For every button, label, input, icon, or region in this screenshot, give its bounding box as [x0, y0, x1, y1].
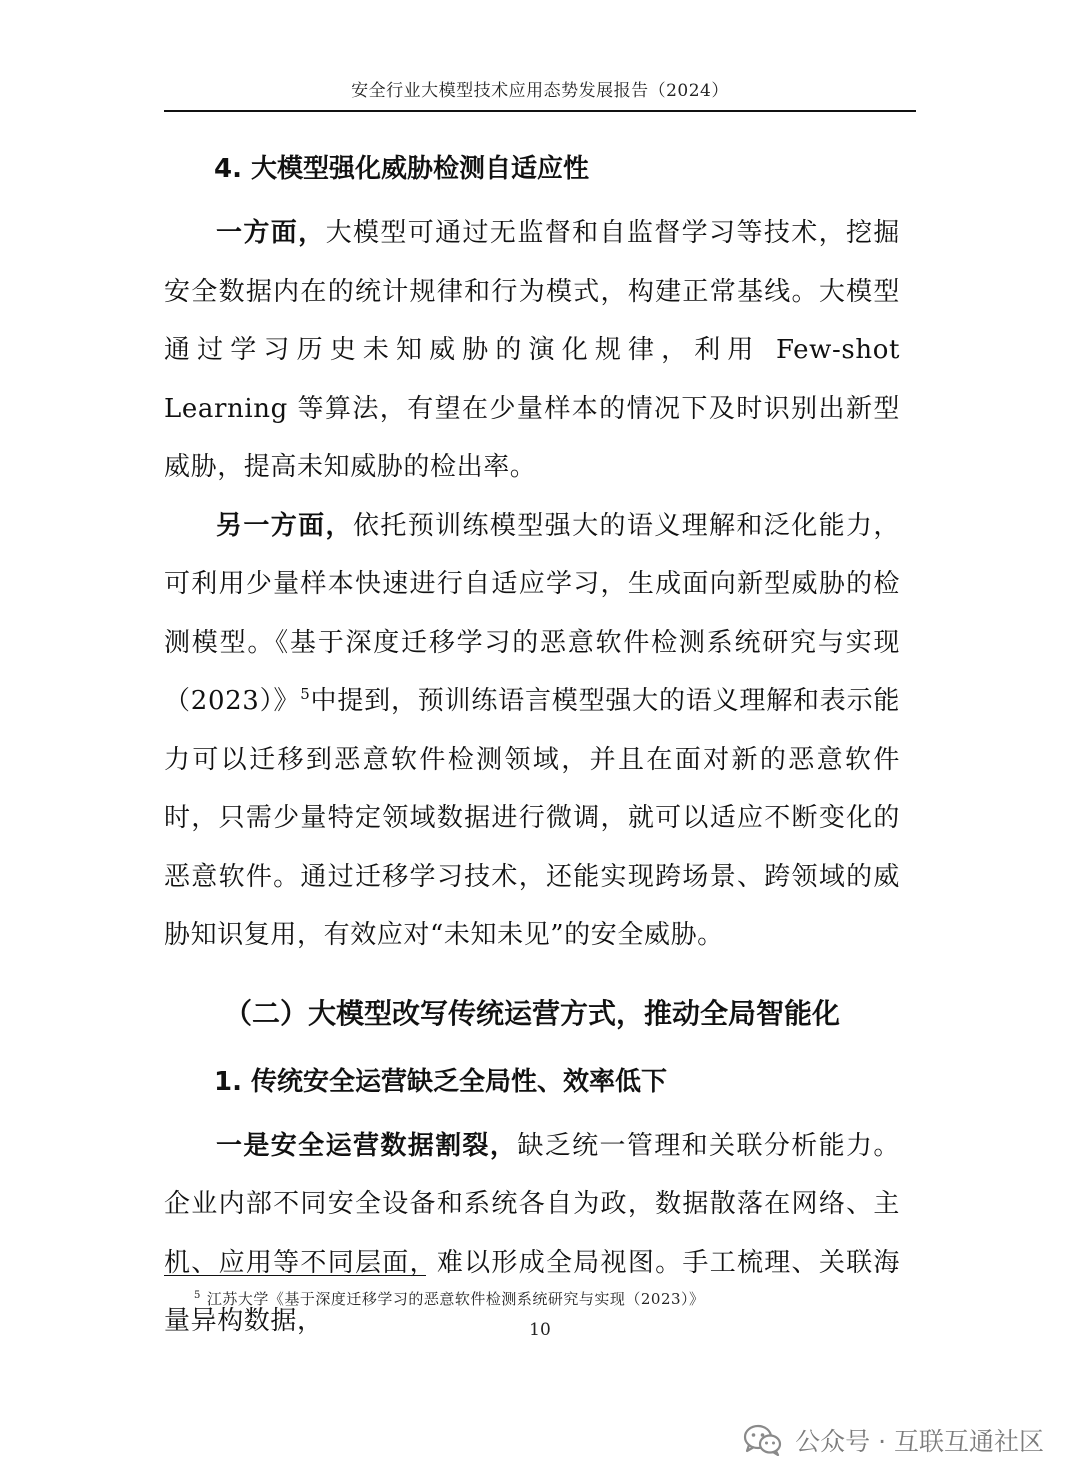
- wechat-icon: [743, 1424, 783, 1456]
- watermark-text: 公众号 · 互联互通社区: [795, 1427, 1044, 1456]
- paragraph-text: 依托预训练模型强大的语义理解和泛化能力，可利用少量样本快速进行自适应学习，生成面向新型威胁的检测模型。《基于深度迁移学习的恶意软件检测系统研究与实现（2023）》: [164, 510, 900, 716]
- paragraph-text-continued: 中提到，预训练语言模型强大的语义理解和表示能力可以迁移到恶意软件检测领域，并且在面对新的恶意软件时，只需少量特定领域数据进行微调，就可以适应不断变化的恶意软件。通过迁移学习技术，还能实现跨场景、跨领域的威胁知识复用，有效应对“未知未见”的安全威胁。: [164, 686, 900, 950]
- paragraph-lead-bold: 一是安全运营数据割裂，: [216, 1130, 518, 1161]
- paragraph-one-hand: [164, 204, 900, 497]
- section-title: （二）大模型改写传统运营方式，推动全局智能化: [223, 996, 840, 1030]
- paragraph-text: 缺乏统一管理和关联分析能力。企业内部不同安全设备和系统各自为政，数据散落在网络、主机、应用等不同层面，难以形成全局视图。手工梳理、关联海量异构数据，: [164, 1130, 900, 1336]
- footnote-text: 江苏大学《基于深度迁移学习的恶意软件检测系统研究与实现（2023）》: [206, 1290, 705, 1308]
- paragraph-text: 大模型可通过无监督和自监督学习等技术，挖掘安全数据内在的统计规律和行为模式，构建正常基线。大模型通过学习历史未知威胁的演化规律，利用 Few-shot Learning 等算法，有望在少量样本的情况下及时识别出新型威胁，提高未知威胁的检出率。: [164, 218, 900, 482]
- paragraph-first-point: [164, 1117, 900, 1351]
- paragraph-other-hand: [164, 497, 900, 965]
- paragraph-lead-bold: 一方面，: [216, 218, 326, 248]
- header-divider: [164, 110, 916, 112]
- footnote-divider: [164, 1275, 426, 1276]
- footnote-marker: 5: [194, 1290, 201, 1301]
- subsection-heading-1: 1. 传统安全运营缺乏全局性、效率低下: [214, 1066, 668, 1097]
- running-header: 安全行业大模型技术应用态势发展报告（2024）: [351, 81, 729, 101]
- page-body: [164, 140, 900, 1351]
- paragraph-lead-bold: 另一方面，: [216, 510, 353, 541]
- page-number: 10: [529, 1320, 551, 1340]
- footnote-reference: 5: [300, 685, 311, 703]
- footnote: [194, 1288, 705, 1309]
- subsection-heading-4: 4. 大模型强化威胁检测自适应性: [214, 154, 590, 184]
- watermark: [743, 1420, 1044, 1460]
